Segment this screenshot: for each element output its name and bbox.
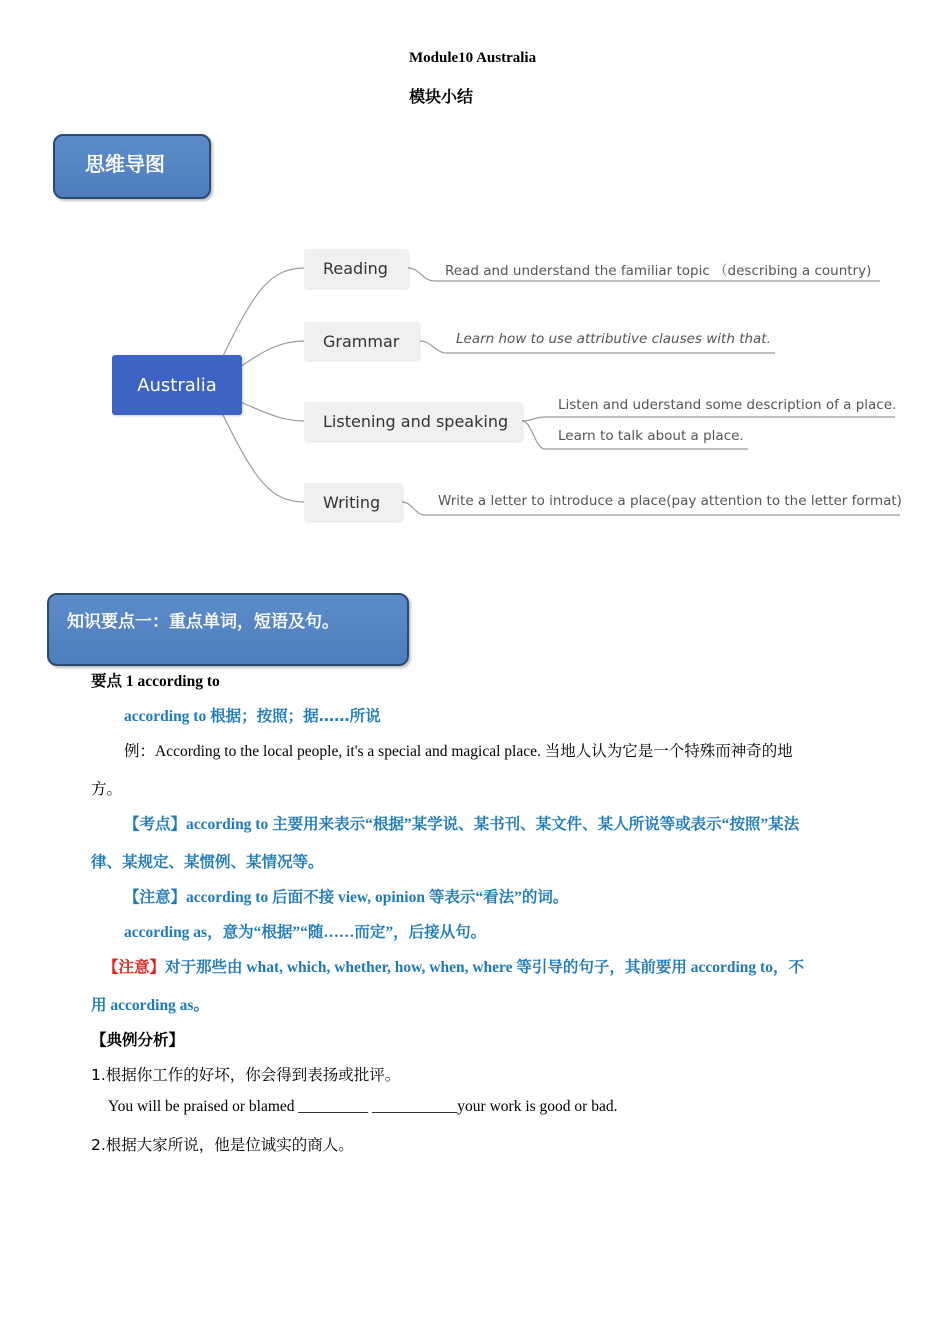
example-cn-continued: 方。: [91, 780, 123, 798]
example-label: 例：: [124, 742, 156, 760]
mindmap-leaf-listening-2: Learn to talk about a place.: [558, 428, 744, 444]
point1-heading: [91, 669, 220, 691]
dianli-heading: 【典例分析】: [91, 1031, 185, 1049]
question-1-en: You will be praised or blamed _________ ___________your work is good or bad.: [108, 1098, 618, 1115]
zhuyi2-label: 【注意】: [103, 959, 166, 976]
definition-en: according to: [124, 708, 211, 725]
underline-listening-1: [522, 417, 895, 421]
question-2-cn: 2.根据大家所说，他是位诚实的商人。: [91, 1136, 354, 1154]
mindmap-root-node: Australia: [112, 355, 242, 415]
kaodian-line-2: 律、某规定、某惯例、某情况等。: [91, 854, 324, 871]
connector-reading: [222, 268, 305, 358]
definition-line: [124, 704, 381, 726]
definition-cn: 根据；按照；据……所说: [210, 707, 381, 725]
mindmap-leaf-listening-1: Listen and uderstand some description of a place.: [558, 397, 897, 413]
mindmap-branch-grammar: Grammar: [304, 322, 419, 360]
knowledge-section-label: 知识要点一：重点单词，短语及句。: [67, 612, 339, 632]
question-1-cn: 1.根据你工作的好坏，你会得到表扬或批评。: [91, 1066, 401, 1084]
mindmap-leaf-writing: Write a letter to introduce a place(pay attention to the letter format): [438, 493, 902, 509]
zhuyi-line-2-continued: 用 according as。: [91, 997, 209, 1014]
example-en: According to the local people, it's a special and magical place.: [155, 743, 545, 760]
knowledge-section-header: [47, 593, 409, 666]
document-subtitle: 模块小结: [409, 87, 474, 106]
mindmap-branch-reading: Reading: [304, 249, 408, 288]
example-cn: 当地人认为它是一个特殊而神奇的地: [544, 742, 793, 760]
connector-listening: [240, 402, 305, 421]
mindmap-branch-listening: Listening and speaking: [304, 402, 522, 441]
mindmap-leaf-reading: Read and understand the familiar topic （describing a country): [445, 263, 872, 279]
mindmap-branch-writing: Writing: [304, 483, 402, 521]
zhuyi-line-1: 【注意】according to 后面不接 view, opinion 等表示“看法”的词。: [124, 889, 569, 906]
mindmap-connectors: [0, 0, 950, 560]
point1-prefix: 要点: [91, 672, 123, 690]
mindmap-leaf-grammar: Learn how to use attributive clauses with that.: [456, 331, 771, 347]
document-title: Module10 Australia: [409, 50, 537, 66]
zhuyi-line-2: [103, 955, 804, 977]
according-as-line: according as，意为“根据”“随……而定”，后接从句。: [124, 924, 487, 941]
example-line: [124, 739, 793, 761]
zhuyi2-text: 对于那些由 what, which, whether, how, when, where 等引导的句子，其前要用 according to，不: [165, 959, 804, 976]
point1-title: 1 according to: [122, 673, 220, 690]
mindmap-section-label: 思维导图: [85, 152, 165, 176]
connector-writing: [222, 413, 305, 502]
kaodian-line-1: 【考点】according to 主要用来表示“根据”某学说、某书刊、某文件、某人所说等或表示“按照”某法: [124, 816, 800, 833]
connector-grammar: [240, 341, 305, 367]
